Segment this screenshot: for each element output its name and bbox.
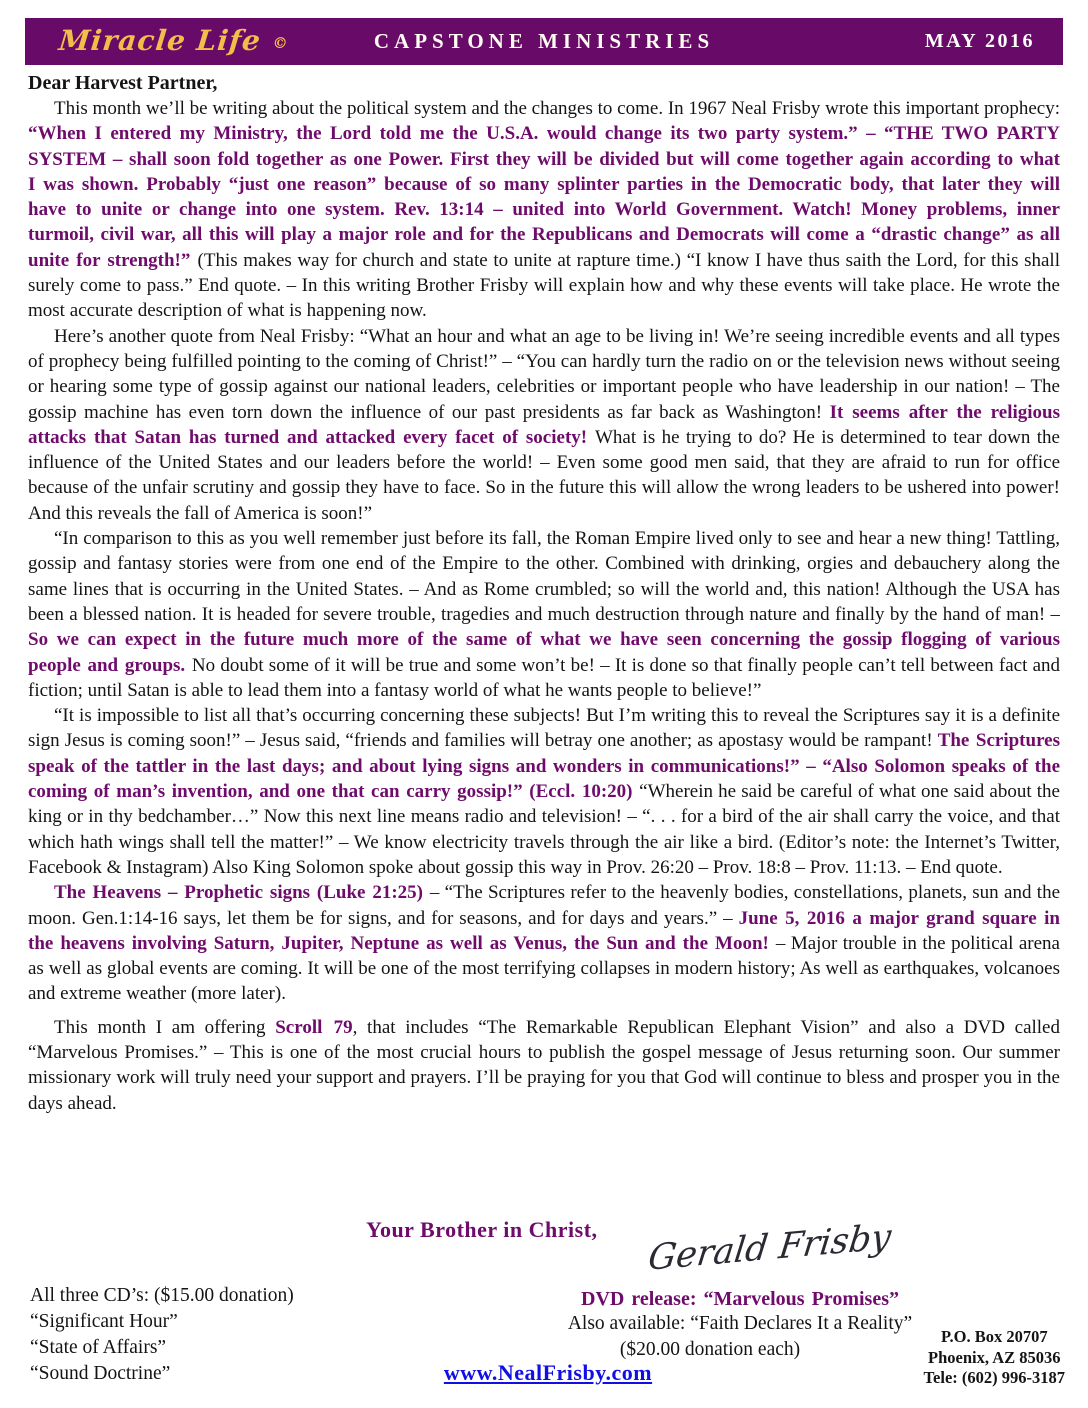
text-run: (This makes way for church and state to unite at rapture time.) “I know I have thus saith the Lord, for this shall surely come to pass.” End quote. – In this writing Brother Frisby will explain how and why these events will take place. He wrote the most accurate description of what is happening now. (28, 249, 1060, 322)
text-run: Here’s another quote from Neal Frisby: “What an hour and what an age to be living in! We’re seeing incredible events and all types of prophecy being fulfilled pointing to the coming of Christ!” – “You can hardly turn the radio on or the television news without seeing or hearing some type of gossip against our national leaders, celebrities or important people who have leadership in our nation! – The gossip machine has even torn down the influence of our past presidents as far back as Washington! (28, 325, 1060, 423)
text-run: This month I am offering (54, 1016, 276, 1038)
header-bar (25, 18, 1063, 65)
contact-line: Tele: (602) 996-3187 (923, 1368, 1065, 1387)
cd-offer-line: “Sound Doctrine” (30, 1362, 171, 1384)
donation-line: ($20.00 donation each) (619, 1339, 801, 1360)
emphasis-run: The Heavens – Prophetic signs (Luke 21:25) (54, 882, 430, 904)
emphasis-run: It seems after the religious attacks that Satan has turned and attacked every facet of society! (28, 401, 1060, 448)
brand-name: Miracle Life (57, 24, 263, 57)
cd-offer-line: “Significant Hour” (30, 1310, 178, 1332)
text-run: “Wherein he said be careful of what one said about the king or in thy bedchamber…” Now this next line means radio and television! – “. . . for a bird of the air shall carry the voice, and that which hath wings shall tell the matter!” – We know electricity travels through the air like a bird. (Editor’s note: the Internet’s Twitter, Facebook & Instagram) Also King Solomon spoke about gossip this way in Prov. 26:20 – Prov. 18:8 – Prov. 11:13. – End quote. (28, 781, 1060, 878)
emphasis-run: “When I entered my Ministry, the Lord told me the U.S.A. would change its two party system.” – “THE TWO PARTY SYSTEM – shall soon fold together as one Power. First they will be divided but will come together again according to what I was shown. Probably “just one reason” because of so many splinter parties in the Democratic body, that later they will have to unite or change into one system. Rev. 13:14 – united into World Government. Watch! Money problems, inner turmoil, civil war, all this will play a major role and for the Republicans and Democrats will come a “drastic change” as all unite for strength!” (28, 123, 1060, 271)
cd-offer-line: All three CD’s: ($15.00 donation) (30, 1285, 294, 1306)
letter-content (28, 70, 1060, 1216)
emphasis-run: Scroll 79 (275, 1016, 353, 1038)
paragraph (28, 703, 1060, 880)
paragraph (28, 1015, 1060, 1116)
text-run: – “The Scriptures refer to the heavenly bodies, constellations, planets, sun and the moon. Gen.1:14-16 says, let them be for signs, and for seasons, and for days and years.” – (28, 882, 1060, 929)
text-run: , that includes “The Remarkable Republican Elephant Vision” and also a DVD called “Marvelous Promises.” – This is one of the most crucial hours to publish the gospel message of Jesus returning soon. Our summer missionary work will truly need your support and prayers. I’ll be praying for you that God will continue to bless and prosper you in the days ahead. (28, 1016, 1060, 1114)
contact-line: P.O. Box 20707 (940, 1327, 1048, 1346)
website-link-wrap (408, 1360, 688, 1386)
signature: Gerald Frisby (645, 1217, 894, 1279)
emphasis-run: The Scriptures speak of the tattler in the last days; and about lying signs and wonders in communications!” – “Also Solomon speaks of the coming of man’s invention, and one that can carry gossip!” (Eccl. 10:20) (28, 730, 1060, 803)
salutation: Dear Harvest Partner, (28, 72, 218, 94)
paragraph (28, 324, 1060, 526)
cd-offer-line: “State of Affairs” (30, 1336, 167, 1358)
text-run: This month we’ll be writing about the political system and the changes to come. In 1967 Neal Frisby wrote this important prophecy: (54, 98, 1060, 119)
emphasis-run: June 5, 2016 a major grand square in the heavens involving Saturn, Jupiter, Neptune as well as Venus, the Sun and the Moon! (28, 907, 1060, 954)
paragraph (28, 880, 1060, 1006)
closing-line: Your Brother in Christ, (366, 1217, 598, 1242)
website-link[interactable]: www.NealFrisby.com (443, 1360, 653, 1385)
text-run: – Major trouble in the political arena as well as global events are coming. It will be one of the most terrifying collapses in modern history; As well as earthquakes, volcanoes and extreme weather (more later). (28, 932, 1060, 1005)
masthead-title: CAPSTONE MINISTRIES (373, 29, 715, 53)
text-run: What is he trying to do? He is determined to tear down the influence of the United States and our leaders before the world! – Even some good men said, that they are afraid to run for office because of the unfair scrutiny and gossip they have to face. So in the future this will allow the wrong leaders to be ushered into power! And this reveals the fall of America is soon!” (28, 426, 1060, 524)
paragraph (28, 96, 1060, 324)
also-available-line: Also available: “Faith Declares It a Reality” (567, 1313, 913, 1334)
dvd-release-line: DVD release: “Marvelous Promises” (581, 1288, 899, 1310)
letter-paragraphs (28, 96, 1060, 1116)
contact-line: Phoenix, AZ 85036 (928, 1347, 1061, 1367)
contact-block (924, 1327, 1065, 1389)
text-run: No doubt some of it will be true and some won’t be! – It is done so that finally people can’t tell between fact and fiction; until Satan is able to lead them into a fantasy world of what he wants people to believe!” (28, 654, 1060, 701)
paragraph (28, 526, 1060, 703)
text-run: “In comparison to this as you well remember just before its fall, the Roman Empire lived only to see and hear a new thing! Tattling, gossip and fantasy stories were from one end of the Empire to the other. Combined with drinking, orgies and debauchery along the same lines that is occurring in the United States. – And as Rome crumbled; so will the world and, this nation! Although the USA has been a blessed nation. It is headed for severe trouble, tragedies and much destruction through nature and finally by the hand of man! – (28, 528, 1060, 625)
issue-date: MAY 2016 (924, 30, 1035, 52)
text-run: “It is impossible to list all that’s occurring concerning these subjects! But I’m writing this to reveal the Scriptures say it is a definite sign Jesus is coming soon!” – Jesus said, “friends and families will betray one another; as apostasy would be rampant! (28, 705, 1060, 752)
emphasis-run: So we can expect in the future much more of the same of what we have seen concerning the gossip flogging of various people and groups. (28, 629, 1060, 676)
copyright-symbol: © (271, 34, 289, 52)
cd-offer-list (30, 1283, 294, 1387)
